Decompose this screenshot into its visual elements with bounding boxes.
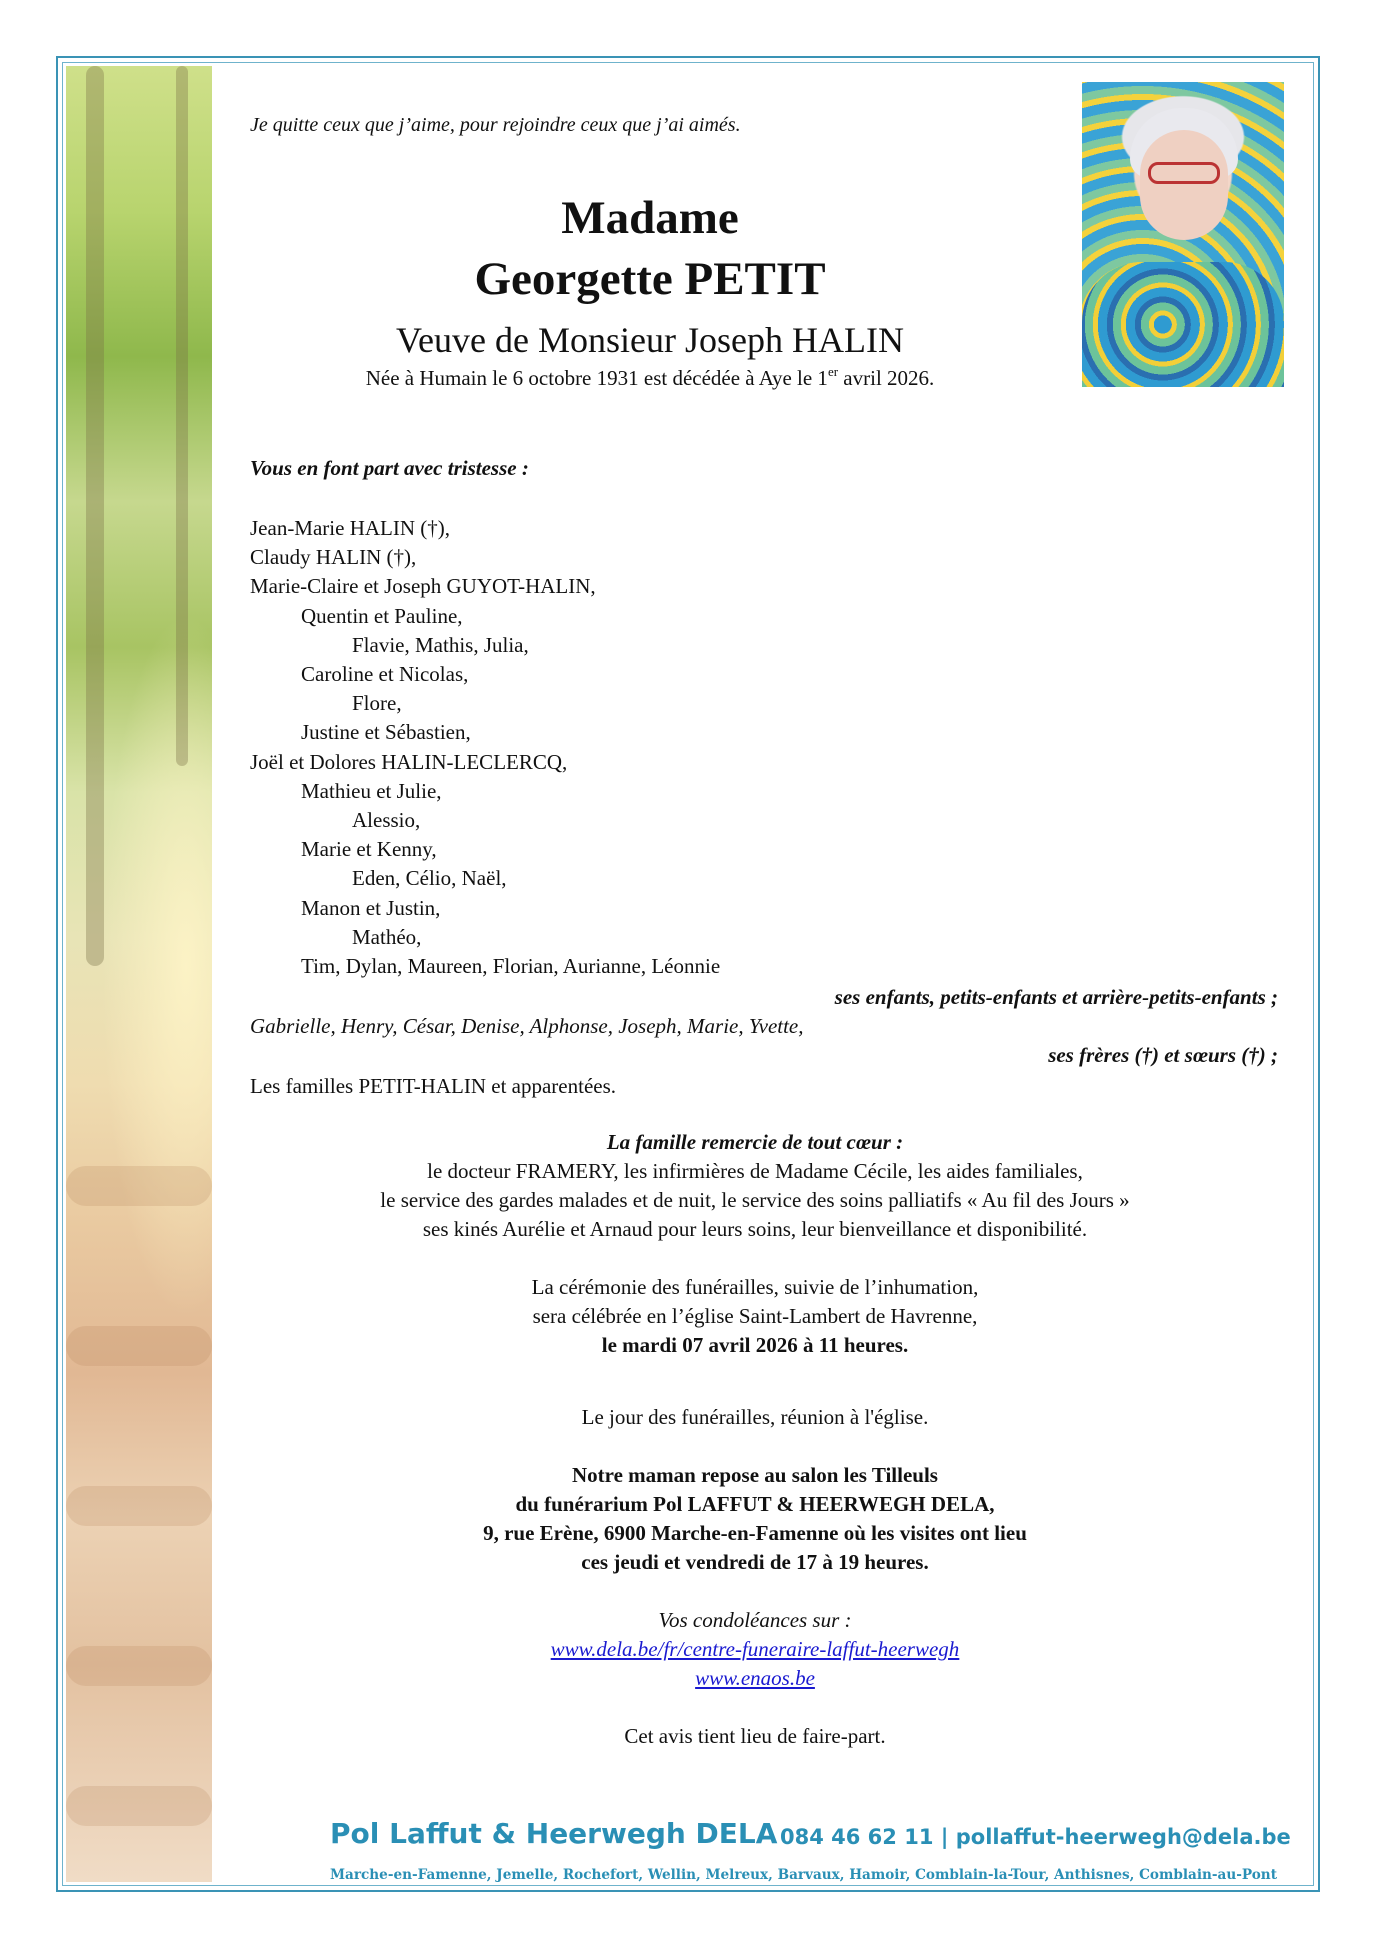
family-line: Mathieu et Julie, — [301, 778, 442, 803]
family-line: Alessio, — [352, 808, 421, 832]
families-line: Les familles PETIT-HALIN et apparentées. — [250, 1074, 617, 1098]
family-line: Mathéo, — [352, 924, 422, 949]
thanks-title: La famille remercie de tout cœur : — [606, 1130, 904, 1154]
family-line: Marie-Claire et Joseph GUYOT-HALIN, — [250, 574, 596, 599]
family-intro: Vous en font part avec tristesse : — [250, 456, 529, 480]
funeral-home-locations: Marche-en-Famenne, Jemelle, Rochefort, Wellin, Melreux, Barvaux, Hamoir, Comblain-la-Tour, Anthisnes, Comblain-au-Pont — [330, 1867, 1277, 1883]
family-line: Flore, — [352, 691, 402, 716]
funeral-home-logo: Pol Laffut & Heerwegh DELA — [330, 1817, 778, 1850]
family-line: Jean-Marie HALIN (†), — [250, 516, 451, 540]
siblings-label: ses frères (†) et sœurs (†) ; — [1048, 1043, 1278, 1067]
birth-death-line: Née à Humain le 6 octobre 1931 est décédée à Aye le 1er avril 2026. — [365, 364, 935, 390]
rest-line: Notre maman repose au salon les Tilleuls — [572, 1463, 938, 1487]
thanks-line: ses kinés Aurélie et Arnaud pour leurs soins, leur bienveillance et disponibilité. — [422, 1217, 1088, 1241]
family-line: Eden, Célio, Naël, — [352, 866, 507, 891]
family-line: Justine et Sébastien, — [301, 720, 471, 745]
family-line: Flavie, Mathis, Julia, — [352, 632, 529, 657]
condolences-label: Vos condoléances sur : — [658, 1608, 852, 1632]
family-line: Joël et Dolores HALIN-LECLERCQ, — [250, 749, 568, 774]
ceremony-line: sera célébrée en l’église Saint-Lambert de Havrenne, — [532, 1304, 978, 1328]
family-line: Tim, Dylan, Maureen, Florian, Aurianne, Léonnie — [301, 954, 721, 978]
deceased-portrait-photo — [1082, 82, 1284, 387]
forest-path-image — [66, 66, 212, 1882]
siblings-names: Gabrielle, Henry, César, Denise, Alphonse, Joseph, Marie, Yvette, — [250, 1014, 804, 1038]
closing-line: Cet avis tient lieu de faire-part. — [624, 1724, 886, 1748]
condolences-link-enaos[interactable]: www.enaos.be — [695, 1666, 815, 1690]
honorific: Madame — [561, 192, 739, 244]
meeting-line: Le jour des funérailles, réunion à l'église. — [581, 1405, 929, 1429]
children-label: ses enfants, petits-enfants et arrière-petits-enfants ; — [834, 985, 1278, 1009]
deceased-name: Georgette PETIT — [474, 253, 826, 305]
thanks-line: le service des gardes malades et de nuit, le service des soins palliatifs « Au fil des Jours » — [380, 1188, 1130, 1212]
funeral-home-contact: 084 46 62 11 | pollaffut-heerwegh@dela.be — [780, 1825, 1291, 1849]
family-line: Quentin et Pauline, — [301, 603, 463, 628]
rest-line: du funérarium Pol LAFFUT & HEERWEGH DELA, — [515, 1492, 995, 1516]
family-line: Caroline et Nicolas, — [301, 662, 469, 686]
family-line: Claudy HALIN (†), — [250, 545, 417, 570]
widow-line: Veuve de Monsieur Joseph HALIN — [396, 320, 904, 360]
thanks-line: le docteur FRAMERY, les infirmières de Madame Cécile, les aides familiales, — [427, 1159, 1083, 1183]
ceremony-line: La cérémonie des funérailles, suivie de l’inhumation, — [531, 1275, 979, 1299]
family-line: Manon et Justin, — [301, 895, 441, 920]
family-line: Marie et Kenny, — [301, 837, 437, 862]
ceremony-date: le mardi 07 avril 2026 à 11 heures. — [601, 1333, 909, 1357]
epigraph: Je quitte ceux que j’aime, pour rejoindre ceux que j’ai aimés. — [250, 114, 741, 136]
rest-line: ces jeudi et vendredi de 17 à 19 heures. — [581, 1550, 929, 1574]
rest-line: 9, rue Erène, 6900 Marche-en-Famenne où les visites ont lieu — [483, 1521, 1027, 1545]
condolences-link-dela[interactable]: www.dela.be/fr/centre-funeraire-laffut-heerwegh — [550, 1637, 960, 1661]
condolences-link-dela-wrap — [250, 1637, 1260, 1662]
condolences-link-enaos-wrap — [250, 1666, 1260, 1691]
